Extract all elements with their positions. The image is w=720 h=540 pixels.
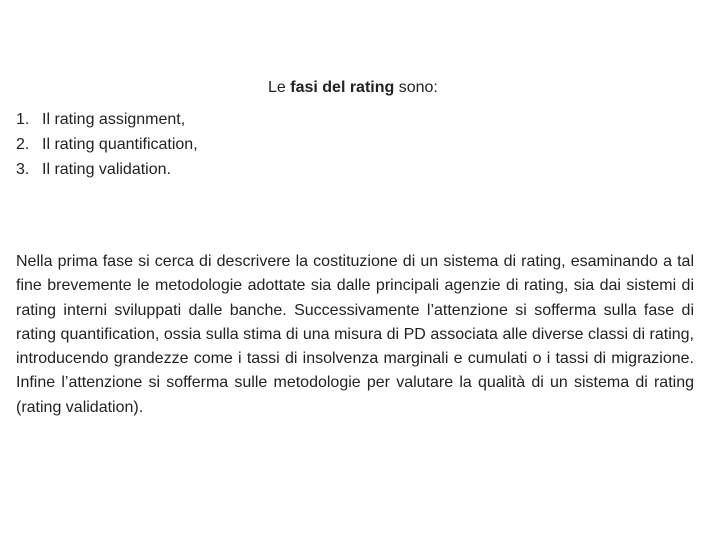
list-item-text: Il rating assignment, [42,111,186,128]
list-item-number: 1. [16,111,30,128]
list-item-text: Il rating validation. [42,161,171,178]
heading-bold-term: fasi del rating [290,79,395,96]
body-paragraph: Nella prima fase si cerca di descrivere la costituzione di un sistema di rating, esaminando a tal fine brevemente le metodologie adottate sia dalle principali agenzie di rating, sia dai sistemi di rating interni sviluppati dalle banche. Successivamente l’attenzione si sofferma sulla fase di rating quantification, ossia sulla stima di una misura di PD associata alle diverse classi di rating, introducendo grandezze come i tassi di insolvenza marginali e cumulati o i tassi di migrazione. Infine l’attenzione si sofferma sulle metodologie per valutare la qualità di un sistema di rating (rating validation). [16,253,694,416]
rating-phases-list [16,107,198,182]
list-item-number: 3. [16,161,30,178]
heading-suffix: sono: [394,79,438,96]
heading-prefix: Le [268,79,291,96]
list-item [16,157,198,182]
list-item [16,107,198,132]
section-heading [268,77,438,99]
list-item-number: 2. [16,136,30,153]
list-item [16,132,198,157]
list-item-text: Il rating quantification, [42,136,198,153]
